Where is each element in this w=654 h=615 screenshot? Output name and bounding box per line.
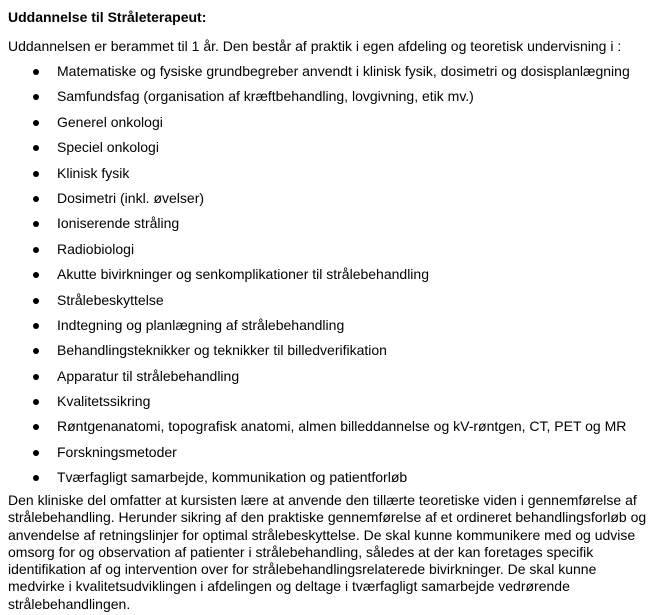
section-heading: Uddannelse til Stråleterapeut: xyxy=(8,9,207,25)
bullet-icon xyxy=(33,374,39,380)
list-item xyxy=(8,364,630,389)
list-item xyxy=(8,186,630,211)
list-item xyxy=(8,237,630,262)
list-item-text: Behandlingsteknikker og teknikker til billedverifikation xyxy=(57,342,387,359)
list-item-text: Kvalitetssikring xyxy=(57,393,151,410)
bullet-icon xyxy=(33,171,39,177)
list-item xyxy=(8,211,630,236)
bullet-icon xyxy=(33,94,39,100)
intro-text: Uddannelsen er berammet til 1 år. Den består af praktik i egen afdeling og teoretisk undervisning i : xyxy=(8,38,622,54)
list-item xyxy=(8,288,630,313)
bullet-icon xyxy=(33,221,39,227)
list-item-text: Strålebeskyttelse xyxy=(57,291,164,308)
list-item xyxy=(8,338,630,363)
list-item-text: Apparatur til strålebehandling xyxy=(57,367,240,384)
bullet-icon xyxy=(33,399,39,405)
list-item-text: Akutte bivirkninger og senkomplikationer til strålebehandling xyxy=(57,266,429,283)
bullet-icon xyxy=(33,298,39,304)
bullet-icon xyxy=(33,196,39,202)
list-item xyxy=(8,465,630,490)
list-item-text: Samfundsfag (organisation af kræftbehandling, lovgivning, etik mv.) xyxy=(57,88,474,105)
bullet-icon xyxy=(33,120,39,126)
list-item-text: Forskningsmetoder xyxy=(57,443,177,460)
bullet-icon xyxy=(33,450,39,456)
list-item-text: Ioniserende stråling xyxy=(57,215,180,232)
list-item xyxy=(8,389,630,414)
clinical-description: Den kliniske del omfatter at kursisten lære at anvende den tillærte teoretiske viden i gennemførelse af strålebehandling. Herunder sikring af den praktiske gennemførelse af et ordineret behandlingsforløb og anvendelse af retningslinjer for optimal strålebeskyttelse. De skal kunne kommunikere med og udvise omsorg for og observation af patienter i strålebehandling, således at der kan foretages specifik identifikation af og intervention over for strålebehandlingsrelaterede bivirkninger. De skal kunne medvirke i kvalitetsudviklingen i afdelingen og deltage i tværfagligt samarbejde vedrørende strålebehandlingen. xyxy=(8,492,647,612)
bullet-icon xyxy=(33,145,39,151)
list-item xyxy=(8,110,630,135)
list-item xyxy=(8,59,630,84)
list-item-text: Speciel onkologi xyxy=(57,139,159,156)
curriculum-list xyxy=(8,59,630,491)
list-item-text: Generel onkologi xyxy=(57,113,163,130)
list-item-text: Radiobiologi xyxy=(57,240,135,257)
list-item xyxy=(8,313,630,338)
list-item-text: Tværfagligt samarbejde, kommunikation og patientforløb xyxy=(57,469,408,486)
list-item-text: Matematiske og fysiske grundbegreber anvendt i klinisk fysik, dosimetri og dosisplanlægning xyxy=(57,63,630,79)
list-item-text: Indtegning og planlægning af strålebehandling xyxy=(57,316,345,333)
list-item-text: Dosimetri (inkl. øvelser) xyxy=(57,189,205,206)
bullet-icon xyxy=(33,323,39,329)
bullet-icon xyxy=(33,424,39,430)
bullet-icon xyxy=(33,247,39,253)
list-item xyxy=(8,414,630,439)
list-item-text: Klinisk fysik xyxy=(57,164,130,181)
list-item xyxy=(8,262,630,287)
list-item xyxy=(8,440,630,465)
bullet-icon xyxy=(33,348,39,354)
list-item-text: Røntgenanatomi, topografisk anatomi, almen billeddannelse og kV-røntgen, CT, PET og MR xyxy=(57,418,627,435)
list-item xyxy=(8,161,630,186)
bullet-icon xyxy=(33,272,39,278)
bullet-icon xyxy=(33,69,39,75)
list-item xyxy=(8,135,630,160)
bullet-icon xyxy=(33,475,39,481)
list-item xyxy=(8,84,630,109)
